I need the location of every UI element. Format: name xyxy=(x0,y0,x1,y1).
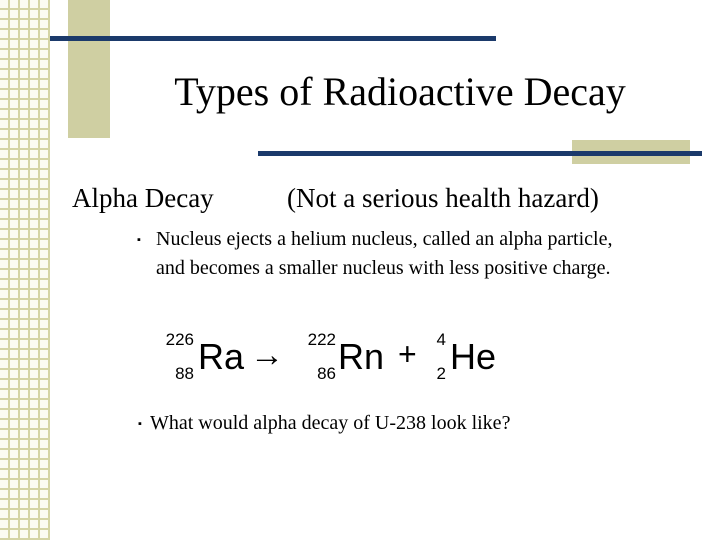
helium-mass-number: 4 xyxy=(436,330,446,349)
slide-title: Types of Radioactive Decay xyxy=(174,69,626,114)
radon-atomic-number: 86 xyxy=(317,364,336,383)
radium-mass-number: 226 xyxy=(165,330,194,349)
radon-symbol: Rn xyxy=(338,336,385,377)
radium-atomic-number: 88 xyxy=(175,364,194,383)
title-deco-line-top xyxy=(50,36,496,41)
bullet-1-marker: ▪ xyxy=(137,234,141,246)
title-deco-block-left xyxy=(68,0,110,138)
helium-symbol: He xyxy=(450,336,497,377)
bullet-2-text: What would alpha decay of U-238 look like? xyxy=(150,412,511,434)
heading-alpha-decay: Alpha Decay xyxy=(72,183,214,213)
bullet-1-text: Nucleus ejects a helium nucleus, called an alpha particle, and becomes a smaller nucleus with less positive charge. xyxy=(156,228,613,279)
alpha-decay-equation xyxy=(154,330,514,386)
plus-sign: + xyxy=(398,336,417,372)
bullet-2-marker: ▪ xyxy=(138,418,142,430)
radium-nuclide-numbers xyxy=(154,330,194,386)
radon-nuclide-numbers xyxy=(290,330,336,386)
left-decorative-strip xyxy=(0,0,50,540)
reaction-arrow-icon: → xyxy=(250,336,284,374)
helium-atomic-number: 2 xyxy=(436,364,446,383)
heading-health-note: (Not a serious health hazard) xyxy=(287,183,599,213)
radium-symbol: Ra xyxy=(198,336,245,377)
title-deco-line-bottom xyxy=(258,151,702,156)
helium-nuclide-numbers xyxy=(426,330,446,386)
radon-mass-number: 222 xyxy=(307,330,336,349)
